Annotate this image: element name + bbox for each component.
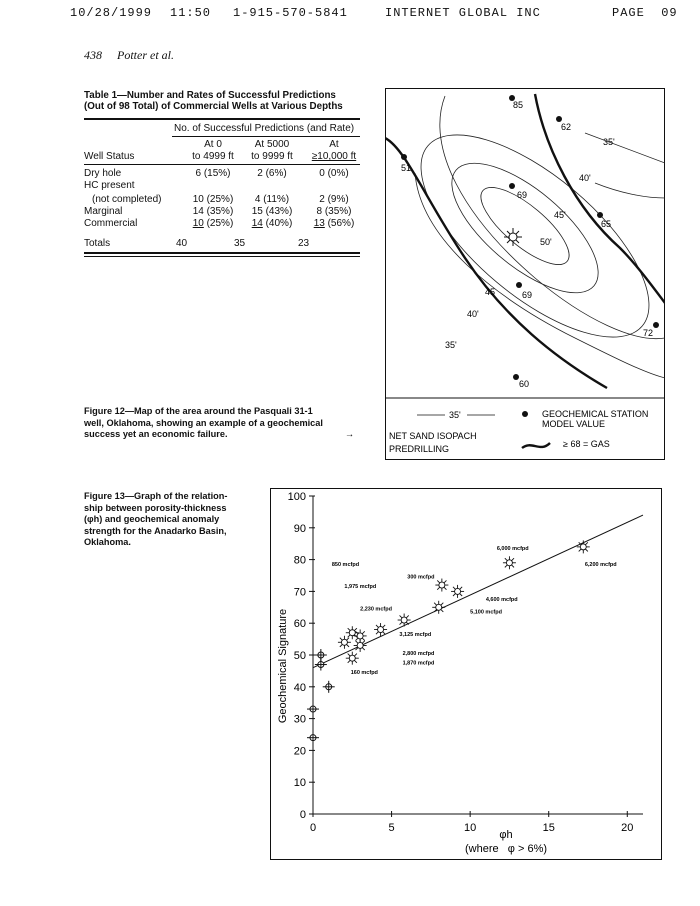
data-point-star	[374, 623, 387, 636]
contour-45	[432, 141, 619, 315]
legend-station-dot	[522, 411, 528, 417]
data-point-ray	[400, 622, 402, 624]
data-point-circle	[580, 544, 586, 550]
col-header-3: At	[329, 139, 339, 150]
contour-35-edge	[585, 133, 665, 163]
legend-station-label: MODEL VALUE	[542, 419, 606, 429]
row-label: HC present	[84, 180, 135, 191]
table-1	[84, 90, 360, 262]
data-point-ray	[348, 635, 350, 637]
data-point-star	[354, 629, 367, 642]
point-annotation: 300 mcfpd	[407, 574, 435, 581]
caption-line: Figure 12—Map of the area around the Pasquali 31-1	[84, 406, 313, 416]
point-annotation: 1,870 mcfpd	[402, 660, 435, 667]
y-tick-label: 40	[293, 681, 306, 694]
row-cell: 10 (25%)	[192, 194, 234, 205]
contour-35-upper	[440, 96, 665, 339]
legend-station-label: GEOCHEMICAL STATION	[542, 409, 649, 419]
row-label: Commercial	[84, 218, 138, 229]
totals-cell: 40	[176, 238, 188, 249]
fax-phone: 1-915-570-5841	[233, 6, 348, 20]
y-tick-label: 10	[293, 777, 306, 790]
y-tick-label: 20	[293, 745, 306, 758]
point-annotation: 4,600 mcfpd	[485, 596, 518, 603]
data-point-ray	[441, 603, 443, 605]
data-point-ray	[340, 638, 342, 640]
fax-company: INTERNET GLOBAL INC	[385, 6, 541, 20]
data-point-ray	[376, 632, 378, 634]
data-point-open	[323, 681, 335, 693]
point-annotation: 6,200 mcfpd	[584, 561, 617, 568]
y-tick-label: 100	[287, 491, 306, 503]
data-point-ray	[444, 587, 446, 589]
y-tick-label: 0	[299, 809, 306, 821]
data-point-ray	[347, 644, 349, 646]
data-point-circle	[401, 617, 407, 623]
x-tick-label: 10	[464, 822, 477, 834]
data-point-ray	[505, 558, 507, 560]
data-point-ray	[383, 632, 385, 634]
data-point-ray	[437, 587, 439, 589]
chart-marks	[307, 515, 643, 744]
data-point-star	[398, 614, 411, 627]
data-point-open	[307, 732, 319, 744]
col-header-2-sub: to 9999 ft	[251, 151, 293, 162]
running-head	[84, 48, 174, 63]
data-point-ray	[348, 654, 350, 656]
gas-boundary-line	[385, 138, 607, 388]
data-point-star	[338, 636, 351, 649]
data-point-ray	[376, 625, 378, 627]
chart-frame	[271, 489, 662, 860]
station-label: 69	[517, 190, 528, 200]
y-axis-label: Geochemical Signature	[277, 608, 289, 724]
totals-cell: 35	[234, 238, 246, 249]
caption-line: strength for the Anadarko Basin,	[84, 525, 227, 536]
y-tick-label: 50	[293, 650, 306, 662]
data-point-star	[577, 540, 590, 553]
data-point-ray	[444, 580, 446, 582]
row-label: Marginal	[84, 206, 123, 217]
y-tick-label: 90	[293, 522, 306, 535]
caption-line: ship between porosity-thickness	[84, 502, 227, 513]
totals-cell: 23	[298, 238, 310, 249]
fax-page: PAGE 09	[612, 6, 678, 20]
data-point-ray	[354, 628, 356, 630]
table-bottom-rule-2	[84, 256, 360, 257]
data-point-ray	[348, 660, 350, 662]
totals-label: Totals	[84, 238, 111, 249]
data-point-ray	[460, 594, 462, 596]
data-point-ray	[362, 641, 364, 643]
col-header-3-sub: ≥10,000 ft	[311, 151, 357, 162]
data-point-ray	[354, 654, 356, 656]
data-point-circle	[357, 642, 363, 648]
y-tick-label: 80	[293, 554, 306, 567]
contour-label: 40'	[467, 309, 479, 319]
station-label: 72	[643, 328, 654, 338]
point-annotation: 160 mcfpd	[350, 670, 378, 677]
x-tick-label: 20	[621, 822, 634, 834]
row-label: (not completed)	[92, 194, 162, 205]
data-point-ray	[362, 638, 364, 640]
data-point-circle	[349, 630, 355, 636]
legend-gas-line	[522, 443, 550, 448]
contour-label: 45	[485, 287, 496, 297]
data-point-star	[435, 579, 448, 592]
y-tick-label: 70	[293, 586, 306, 599]
data-point-ray	[453, 587, 455, 589]
station-dot	[401, 154, 407, 160]
data-point-ray	[585, 542, 587, 544]
contour-label: 35'	[445, 340, 457, 350]
data-point-ray	[512, 558, 514, 560]
station-label: 85	[513, 100, 524, 110]
caption-line: Oklahoma.	[84, 537, 131, 547]
contour-40-edge	[595, 183, 665, 198]
caption-arrow: →	[344, 429, 354, 439]
data-point-ray	[512, 565, 514, 567]
caption-line: (φh) and geochemical anomaly	[84, 514, 220, 524]
data-point-ray	[505, 565, 507, 567]
x-tick-label: 0	[309, 822, 317, 834]
contour-label: 40'	[579, 173, 591, 183]
point-annotation: 2,800 mcfpd	[402, 651, 435, 657]
data-point-ray	[460, 587, 462, 589]
fax-date: 10/28/1999	[70, 6, 153, 20]
caption-line: Figure 13—Graph of the relation-	[84, 491, 228, 501]
row-cell: 14 (35%)	[192, 206, 234, 217]
data-point-ray	[441, 609, 443, 611]
x-axis-sublabel: (where φ > 6%)	[464, 843, 548, 855]
running-head-authors: Potter et al.	[117, 48, 174, 62]
data-point-ray	[347, 638, 349, 640]
point-annotation: 2,230 mcfpd	[360, 606, 392, 613]
x-tick-label: 15	[542, 822, 555, 834]
figure-12-caption	[84, 406, 374, 441]
figure-13-chart	[270, 488, 662, 860]
data-point-ray	[356, 641, 358, 643]
station-label: 51	[401, 163, 412, 173]
legend-gas-label: ≥ 68 = GAS	[563, 439, 610, 449]
caption-line: well, Oklahoma, showing an example of a geochemical	[84, 417, 323, 428]
data-point-star	[346, 652, 359, 665]
data-point-ray	[348, 628, 350, 630]
legend-isopach-sample: 35'	[449, 410, 461, 420]
data-point-star	[432, 601, 445, 614]
data-point-ray	[437, 580, 439, 582]
table-title-line-1: Table 1—Number and Rates of Successful Predictions	[84, 90, 336, 101]
x-axis-label: φh	[499, 829, 513, 841]
point-annotation: 5,100 mcfpd	[470, 609, 502, 616]
contour-label: 50'	[540, 237, 552, 247]
data-point-circle	[506, 560, 512, 566]
table-top-rule	[84, 118, 360, 120]
y-tick-label: 30	[293, 713, 306, 726]
point-annotation: 1,975 mcfpd	[344, 584, 377, 591]
table-bottom-rule	[84, 252, 360, 254]
row-cell: 6 (15%)	[195, 168, 231, 179]
gas-boundary-line	[535, 94, 665, 303]
data-point-ray	[453, 594, 455, 596]
map-svg	[385, 88, 665, 460]
col-header-1-sub: to 4999 ft	[192, 151, 234, 162]
data-point-circle	[349, 655, 355, 661]
data-point-open	[315, 649, 327, 661]
station-dot	[653, 322, 659, 328]
map-frame	[386, 89, 665, 460]
well-symbol-icon	[504, 228, 522, 246]
station-label: 65	[601, 219, 612, 229]
x-tick-label: 5	[388, 822, 395, 834]
data-point-circle	[341, 639, 347, 645]
table-spanning-rule	[172, 136, 360, 137]
data-point-ray	[383, 625, 385, 627]
row-header: Well Status	[84, 151, 135, 162]
data-point-star	[503, 556, 516, 569]
data-point-ray	[362, 631, 364, 633]
data-point-circle	[378, 627, 384, 633]
row-label: Dry hole	[84, 168, 122, 179]
data-point-ray	[340, 644, 342, 646]
point-annotation: 3,125 mcfpd	[399, 631, 432, 638]
row-cell: 2 (9%)	[319, 194, 349, 205]
table-spanning-header: No. of Successful Predictions (and Rate)	[174, 123, 355, 134]
station-dot	[516, 282, 522, 288]
station-label: 69	[522, 290, 533, 300]
col-header-2: At 5000	[254, 139, 290, 150]
data-point-ray	[362, 648, 364, 650]
caption-line: success yet an economic failure. →	[84, 429, 354, 439]
legend-isopach-label: NET SAND ISOPACH	[389, 431, 477, 441]
legend-isopach-label: PREDRILLING	[389, 444, 450, 454]
station-dot	[597, 212, 603, 218]
data-point-ray	[354, 660, 356, 662]
table-header-rule	[84, 164, 360, 165]
data-point-star	[451, 585, 464, 598]
point-annotation: 6,000 mcfpd	[496, 546, 529, 553]
row-cell: 10 (25%)	[192, 218, 234, 229]
data-point-circle	[436, 604, 442, 610]
row-cell: 13 (56%)	[313, 218, 355, 229]
point-annotation: 850 mcfpd	[331, 561, 360, 568]
contour-label: 35'	[603, 137, 615, 147]
row-cell: 8 (35%)	[316, 206, 352, 217]
col-header-1: At 0	[204, 139, 222, 150]
data-point-ray	[356, 638, 358, 640]
row-cell: 15 (43%)	[251, 206, 293, 217]
station-label: 60	[519, 379, 530, 389]
chart-axes	[288, 491, 643, 834]
row-cell: 2 (6%)	[257, 168, 287, 179]
data-point-circle	[357, 633, 363, 639]
data-point-open	[307, 703, 319, 715]
row-cell: 14 (40%)	[251, 218, 293, 229]
y-tick-label: 60	[293, 618, 306, 631]
chart-svg	[270, 488, 662, 860]
data-point-ray	[585, 549, 587, 551]
figure-12-map	[385, 88, 665, 460]
fax-time: 11:50	[170, 6, 212, 20]
data-point-circle	[439, 582, 445, 588]
fax-header	[0, 6, 700, 24]
data-point-ray	[400, 615, 402, 617]
figure-13-caption	[84, 491, 264, 549]
data-point-ray	[579, 549, 581, 551]
row-cell: 4 (11%)	[254, 194, 290, 205]
station-dot	[509, 183, 515, 189]
data-point-ray	[406, 615, 408, 617]
data-point-circle	[455, 588, 461, 594]
table-title-line-2: (Out of 98 Total) of Commercial Wells at Various Depths	[84, 101, 343, 112]
station-label: 62	[561, 122, 572, 132]
row-cell: 0 (0%)	[319, 168, 349, 179]
page-number: 438	[84, 48, 102, 62]
data-point-ray	[434, 603, 436, 605]
contour-label: 45'	[554, 210, 566, 220]
